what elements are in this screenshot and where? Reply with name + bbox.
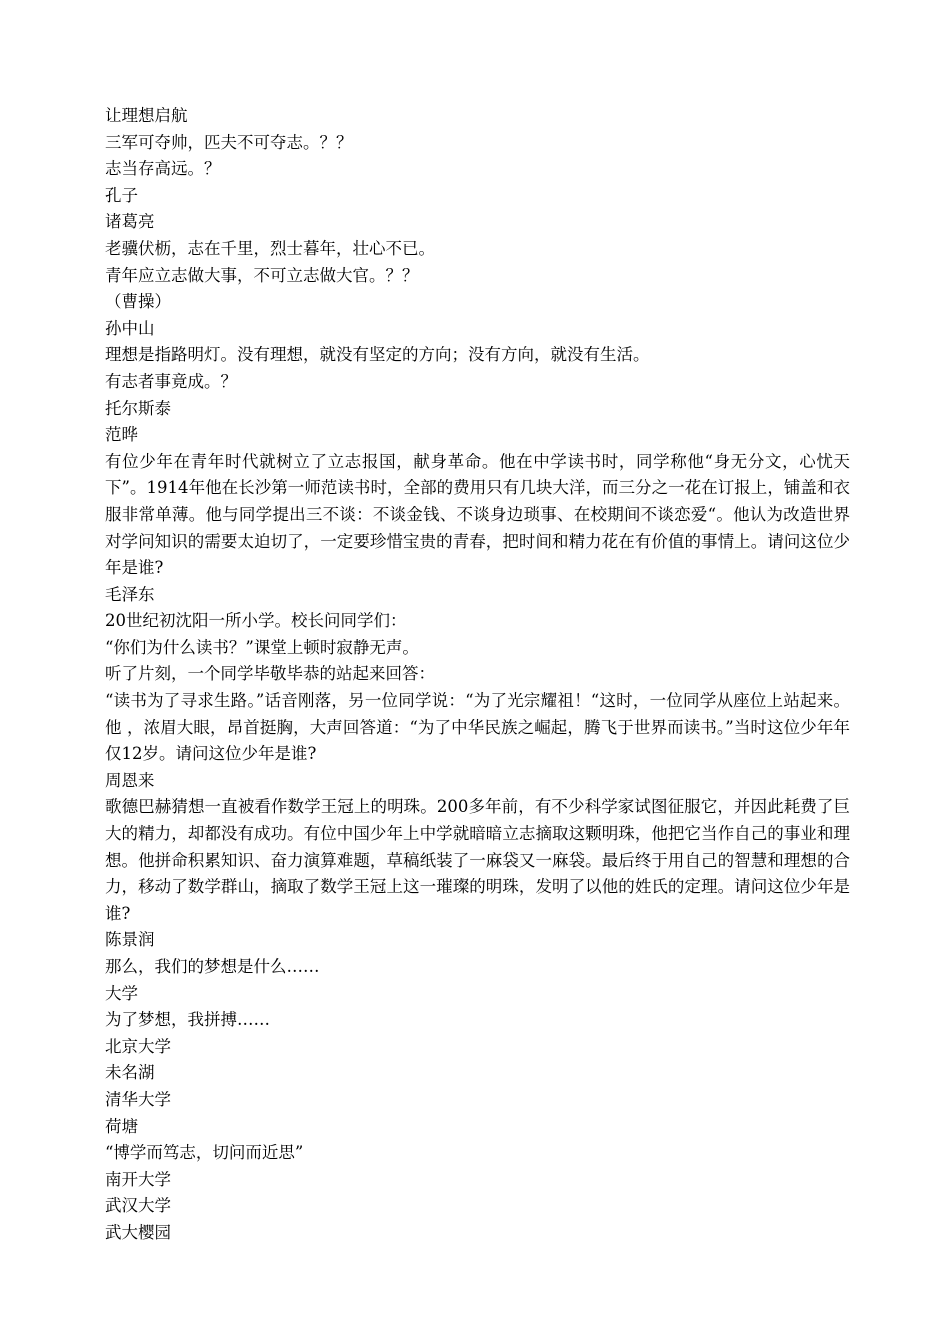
landmark-name: 未名湖 [105,1063,155,1083]
answer-name: 周恩来 [105,770,155,790]
document-title: 让理想启航 [105,106,188,125]
landmark-name: 荷塘 [105,1116,138,1136]
author-name: 诸葛亮 [105,212,155,232]
paragraph-text: 歌德巴赫猜想一直被看作数学王冠上的明珠。200多年前，有不少科学家试图征服它，并因此耗费了巨大的精力，却都没有成功。有位中国少年上中学就暗暗立志摘取这颗明珠，他把它当作自己的事业和理想。他拼命积累知识、奋力演算难题，草稿纸装了一麻袋又一麻袋。最后终于用自己的智慧和理想的合力，移动了数学群山，摘取了数学王冠上这一璀璨的明珠，发明了以他的姓氏的定理。请问这位少年是谁? [105,797,850,923]
author-name: 孔子 [105,185,138,205]
university-name: 清华大学 [105,1089,171,1109]
author-name: 托尔斯泰 [105,398,171,418]
quote-line: 理想是指路明灯。没有理想，就没有坚定的方向；没有方向，就没有生活。 [105,345,650,365]
section-line: 为了梦想，我拼搏…… [105,1010,270,1030]
author-name: 范晔 [105,425,138,445]
section-heading: 大学 [105,983,138,1003]
university-name: 武汉大学 [105,1196,171,1216]
paragraph-text: “读书为了寻求生路。”话音刚落，另一位同学说：“为了光宗耀祖！“这时，一位同学从座位上站起来。他 ，浓眉大眼，昂首挺胸，大声回答道：“为了中华民族之崛起，腾飞于世界而读书。”当时这位少年年仅12岁。请问这位少年是谁? [105,691,850,764]
author-name: 孙中山 [105,318,155,338]
landmark-name: 武大樱园 [105,1222,171,1242]
quote-line: 三军可夺帅，匹夫不可夺志。？？ [105,132,353,152]
university-name: 南开大学 [105,1169,171,1189]
motto-line: “博学而笃志，切问而近思” [105,1143,304,1163]
quote-line: 有志者事竟成。？ [105,371,237,391]
story-paragraph [105,688,850,768]
story-line: “你们为什么读书？”课堂上顿时寂静无声。 [105,637,419,657]
story-line: 听了片刻，一个同学毕敬毕恭的站起来回答： [105,664,435,684]
quote-line: 青年应立志做大事，不可立志做大官。？？ [105,265,419,285]
story-paragraph [105,794,850,927]
author-name: （曹操） [105,292,171,312]
answer-name: 陈景润 [105,930,155,950]
story-paragraph [105,449,850,582]
story-line: 20世纪初沈阳一所小学。校长问同学们： [105,611,407,631]
university-name: 北京大学 [105,1036,171,1056]
section-line: 那么，我们的梦想是什么…… [105,957,320,976]
answer-name: 毛泽东 [105,584,155,604]
quote-line: 老骥伏枥，志在千里，烈士暮年，壮心不已。 [105,238,435,258]
paragraph-text: 有位少年在青年时代就树立了立志报国，献身革命。他在中学读书时，同学称他“身无分文，心忧天下”。1914年他在长沙第一师范读书时，全部的费用只有几块大洋，而三分之一花在订报上，铺盖和衣服非常单薄。他与同学提出三不谈：不谈金钱、不谈身边琐事、在校期间不谈恋爱“。他认为改造世界对学问知识的需要太迫切了，一定要珍惜宝贵的青春，把时间和精力花在有价值的事情上。请问这位少年是谁? [105,451,850,578]
quote-line: 志当存高远。？ [105,159,221,179]
document-page [105,103,850,1247]
